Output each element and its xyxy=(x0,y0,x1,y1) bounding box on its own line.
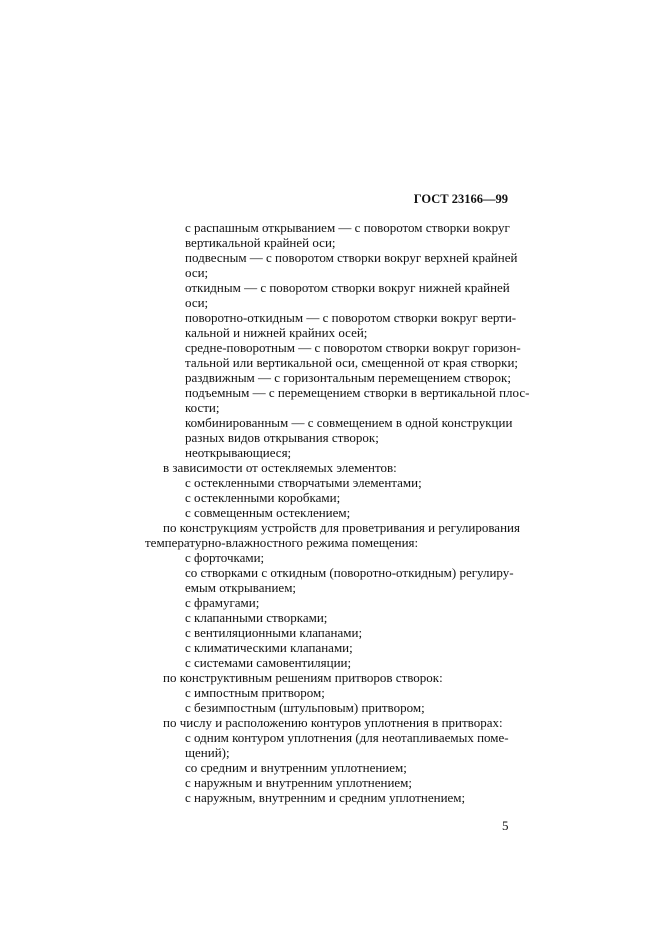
page-number: 5 xyxy=(502,818,509,833)
text-line: кальной и нижней крайних осей; xyxy=(185,325,368,340)
text-line: тальной или вертикальной оси, смещенной от края створки; xyxy=(185,355,519,370)
text-line: с импостным притвором; xyxy=(185,685,325,700)
text-line: со створками с откидным (поворотно-откидным) регулиру- xyxy=(185,565,514,580)
text-line: комбинированным — с совмещением в одной конструкции xyxy=(185,415,513,430)
text-line: емым открыванием; xyxy=(185,580,297,595)
text-line: с распашным открыванием — с поворотом створки вокруг xyxy=(185,220,510,235)
document-header: ГОСТ 23166—99 xyxy=(413,192,508,206)
text-line: с совмещенным остеклением; xyxy=(185,505,351,520)
text-line: с остекленными створчатыми элементами; xyxy=(185,475,422,490)
text-line: со средним и внутренним уплотнением; xyxy=(185,760,407,775)
text-line: с одним контуром уплотнения (для неотапливаемых поме- xyxy=(185,730,509,745)
text-line: оси; xyxy=(185,265,209,280)
text-line: щений); xyxy=(185,745,230,760)
text-line: с остекленными коробками; xyxy=(185,490,341,505)
text-line: откидным — с поворотом створки вокруг нижней крайней xyxy=(185,280,510,295)
text-line: по конструкциям устройств для проветривания и регулирования xyxy=(163,520,520,535)
text-line: по конструктивным решениям притворов створок: xyxy=(163,670,443,685)
text-line: температурно-влажностного режима помещения: xyxy=(145,535,419,550)
text-line: вертикальной крайней оси; xyxy=(185,235,336,250)
text-line: с фрамугами; xyxy=(185,595,260,610)
text-line: с вентиляционными клапанами; xyxy=(185,625,363,640)
text-line: с клапанными створками; xyxy=(185,610,328,625)
text-line: разных видов открывания створок; xyxy=(185,430,379,445)
text-line: с безимпостным (штульповым) притвором; xyxy=(185,700,425,715)
text-line: с наружным, внутренним и средним уплотнением; xyxy=(185,790,466,805)
text-line: подвесным — с поворотом створки вокруг верхней крайней xyxy=(185,250,518,265)
text-line: с климатическими клапанами; xyxy=(185,640,353,655)
text-line: поворотно-откидным — с поворотом створки вокруг верти- xyxy=(185,310,517,325)
text-line: по числу и расположению контуров уплотнения в притворах: xyxy=(163,715,503,730)
text-line: с наружным и внутренним уплотнением; xyxy=(185,775,413,790)
text-line: в зависимости от остекляемых элементов: xyxy=(163,460,397,475)
text-line: оси; xyxy=(185,295,209,310)
text-line: подъемным — с перемещением створки в вертикальной плос- xyxy=(185,385,530,400)
text-line: кости; xyxy=(185,400,220,415)
text-line: с системами самовентиляции; xyxy=(185,655,352,670)
document-body xyxy=(145,220,530,805)
text-line: раздвижным — с горизонтальным перемещением створок; xyxy=(185,370,511,385)
text-line: неоткрывающиеся; xyxy=(185,445,292,460)
text-line: средне-поворотным — с поворотом створки вокруг горизон- xyxy=(185,340,521,355)
text-line: с форточками; xyxy=(185,550,265,565)
